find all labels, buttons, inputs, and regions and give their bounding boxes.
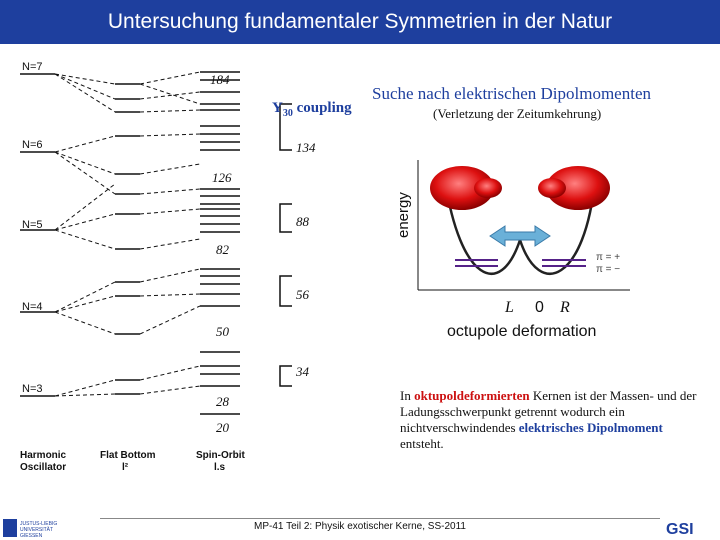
slide-title: Untersuchung fundamentaler Symmetrien in der Natur (0, 0, 720, 44)
svg-text:Spin-Orbit: Spin-Orbit (196, 450, 245, 461)
svg-text:N=7: N=7 (22, 61, 43, 73)
svg-text:34: 34 (296, 364, 309, 379)
svg-text:N=3: N=3 (22, 383, 43, 395)
svg-text:l.s: l.s (214, 462, 226, 473)
deformation-label: octupole deformation (447, 323, 597, 340)
svg-text:134: 134 (296, 140, 316, 155)
footer-text: MP-41 Teil 2: Physik exotischer Kerne, SS-2011 (254, 521, 466, 532)
coupling-label: $Y_{30}$ coupling (272, 100, 352, 119)
pi-plus-label: π = + (596, 252, 621, 263)
svg-text:GIESSEN: GIESSEN (20, 533, 43, 539)
pear-shape-right (538, 166, 610, 210)
svg-text:50: 50 (216, 324, 229, 339)
gsi-logo (664, 519, 718, 537)
dipole-heading: Suche nach elektrischen Dipolmomenten (372, 84, 651, 103)
dipole-caption: In oktupoldeformierten Kernen ist der Massen- und der Ladungsschwerpunkt getrennt wodurch ein nichtverschwindendes elektrisches Dipolmoment entsteht. (400, 388, 697, 451)
pear-shape-left (430, 166, 502, 210)
svg-text:Oscillator: Oscillator (20, 462, 67, 473)
L-label: L (505, 299, 514, 316)
footer-divider (100, 518, 660, 519)
svg-text:88: 88 (296, 214, 309, 229)
zero-label: 0 (535, 299, 544, 316)
svg-text:82: 82 (216, 242, 229, 257)
svg-text:56: 56 (296, 287, 309, 302)
svg-text:Flat Bottom: Flat Bottom (100, 450, 156, 461)
svg-text:GSI: GSI (666, 521, 694, 537)
svg-text:20: 20 (216, 420, 229, 435)
svg-text:126: 126 (212, 170, 232, 185)
svg-text:N=6: N=6 (22, 139, 43, 151)
dipole-subheading: (Verletzung der Zeitumkehrung) (433, 106, 602, 121)
svg-text:JUSTUS-LIEBIG: JUSTUS-LIEBIG (20, 521, 58, 527)
pi-minus-label: π = − (596, 264, 621, 275)
R-label: R (560, 299, 570, 316)
svg-text:Harmonic: Harmonic (20, 450, 67, 461)
energy-axis-label: energy (395, 192, 412, 238)
svg-text:UNIVERSITÄT: UNIVERSITÄT (20, 527, 54, 533)
university-logo (2, 515, 98, 539)
octupole-potential-figure (390, 140, 640, 345)
svg-text:28: 28 (216, 394, 229, 409)
svg-text:184: 184 (210, 72, 230, 87)
svg-text:l²: l² (122, 462, 129, 473)
svg-text:N=4: N=4 (22, 301, 43, 313)
svg-text:N=5: N=5 (22, 219, 43, 231)
